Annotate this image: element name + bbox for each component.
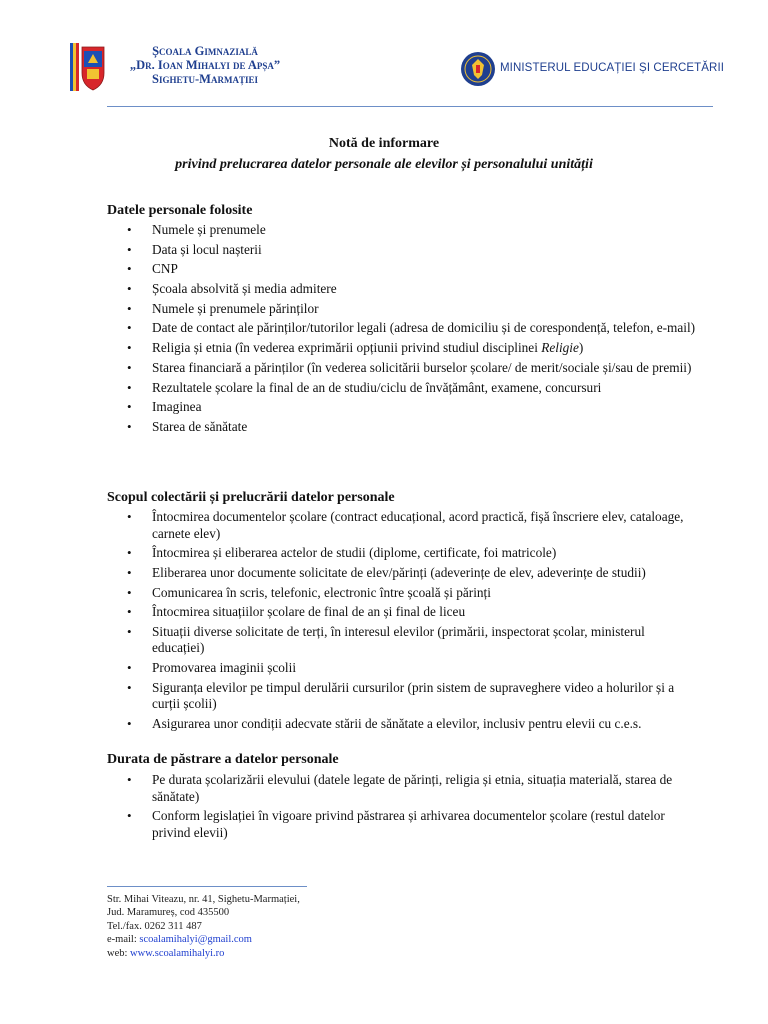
footer-email-label: e-mail: [107,934,140,946]
list-item-italic: Religie [541,340,579,356]
list-item: • Starea de sănătate [107,419,699,436]
list-item: • Comunicarea în scris, telefonic, electronic între școală și părinți [107,585,699,602]
list-item: • Data și locul nașterii [107,242,699,259]
ministry-seal-icon [460,51,496,87]
list-item: • Pe durata școlarizării elevului (datele legate de părinți, religia și etnia, situația materială, starea de sănătate) [107,772,699,805]
bullet-list [107,509,699,736]
list-item: • Numele și prenumele părinților [107,301,699,318]
list-item: • Școala absolvită și media admitere [107,281,699,298]
bullet-list [107,772,699,844]
list-item: • Asigurarea unor condiții adecvate stării de sănătate a elevilor, inclusiv pentru elevii cu c.e.s. [107,716,699,733]
document-title: Notă de informare [328,136,440,151]
footer-email-row [107,933,300,946]
footer-web-row [107,947,300,960]
list-item: • Siguranța elevilor pe timpul derulării cursurilor (prin sistem de supraveghere video a holurilor și a curții școlii) [107,680,699,713]
list-item-text: Religia și etnia (în vederea exprimării opțiunii privind studiul disciplinei [152,340,542,356]
footer-county: Jud. Maramureș, cod 435500 [107,907,230,919]
header-divider [107,106,713,107]
school-name-line: „Dr. Ioan Mihalyi de Apșa” [129,58,281,72]
list-item: • Conform legislației în vigoare privind păstrarea și arhivarea documentelor școlare (restul datelor privind elevii) [107,808,699,841]
footer-phone: Tel./fax. 0262 311 487 [107,920,202,932]
list-item: • Imaginea [107,399,699,416]
list-item: • Eliberarea unor documente solicitate de elev/părinți (adeverințe de elev, adeverințe de studii) [107,565,699,582]
list-item: • Întocmirea și eliberarea actelor de studii (diplome, certificate, foi matricole) [107,545,699,562]
list-item: • Date de contact ale părinților/tutorilor legali (adresa de domiciliu și de corespondență, telefon, e-mail) [107,320,699,337]
section-heading: Scopul colectării și prelucrării datelor personale [107,490,395,505]
ministry-logo [460,51,725,87]
list-item: • Numele și prenumele [107,222,699,239]
school-crest-icon [70,43,106,91]
list-item-text: ) [578,340,584,356]
school-name-line: Sighetu-Marmației [152,72,258,86]
section-heading: Durata de păstrare a datelor personale [107,752,339,767]
footer-divider [107,886,307,887]
letterhead [0,0,768,110]
list-item: • Promovarea imaginii școlii [107,660,699,677]
school-name-line: Școala Gimnazială [152,44,258,58]
list-item: • CNP [107,261,699,278]
list-item: • Rezultatele școlare la final de an de studiu/ciclu de învățământ, examene, concursuri [107,380,699,397]
footer-contact [107,893,300,960]
list-item: • Starea financiară a părinților (în vederea solicitării burselor școlare/ de merit/sociale și/sau de premii) [107,360,699,377]
section-heading: Datele personale folosite [107,203,253,218]
list-item: • Întocmirea documentelor școlare (contract educațional, acord practică, fișă înscriere elev, cataloage, carnete elev) [107,509,699,542]
school-name [110,44,300,86]
footer-web-label: web: [107,947,131,959]
document-subtitle: privind prelucrarea datelor personale ale elevilor și personalului unității [175,157,593,172]
list-item: • Situații diverse solicitate de terți, în interesul elevilor (primării, inspectorat școlar, ministerul educației) [107,624,699,657]
ministry-name: MINISTERUL EDUCAȚIEI ȘI CERCETĂRII [500,62,725,74]
bullet-list [107,222,699,439]
footer-address: Str. Mihai Viteazu, nr. 41, Sighetu-Marmației, [107,894,300,905]
list-item: • Întocmirea situațiilor școlare de final de an și final de liceu [107,604,699,621]
list-item [107,340,699,357]
email-link[interactable]: scoalamihalyi@gmail.com [139,934,252,946]
website-link[interactable]: www.scoalamihalyi.ro [130,947,225,959]
